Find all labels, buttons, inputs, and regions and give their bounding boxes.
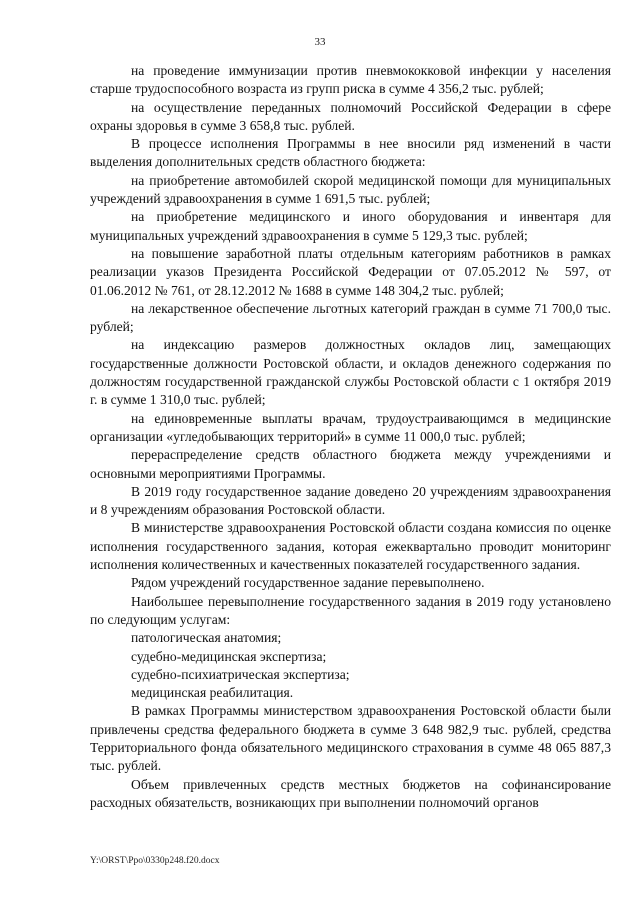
page-number: 33 — [314, 36, 326, 48]
paragraph: Наибольшее перевыполнение государственного задания в 2019 году установлено по следующим услугам: — [90, 593, 611, 627]
document-body — [90, 62, 611, 812]
paragraph: на единовременные выплаты врачам, трудоустраивающимся в медицинские организации «угледобывающих территорий» в сумме 11 000,0 тыс. рублей; — [90, 410, 611, 444]
paragraph: на индексацию размеров должностных окладов лиц, замещающих государственные должности Ростовской области, и окладов денежного содержания по должностям государственной гражданской службы Ростовской области с 1 октября 2019 г. в сумме 1 310,0 тыс. рублей; — [90, 337, 611, 408]
paragraph: на проведение иммунизации против пневмококковой инфекции у населения старше трудоспособного возраста из групп риска в сумме 4 356,2 тыс. рублей; — [90, 63, 611, 97]
footer-file-path: Y:\ORST\Ppo\0330p248.f20.docx — [90, 856, 220, 866]
paragraph: В министерстве здравоохранения Ростовской области создана комиссия по оценке исполнения государственного задания, которая ежеквартально проводит мониторинг исполнения количественных и качественных показателей государственного задания. — [90, 520, 611, 573]
paragraph: на лекарственное обеспечение льготных категорий граждан в сумме 71 700,0 тыс. рублей; — [90, 300, 611, 335]
service-list-item: патологическая анатомия; — [131, 630, 282, 646]
paragraph: Объем привлеченных средств местных бюджетов на софинансирование расходных обязательств, возникающих при выполнении полномочий органов — [90, 776, 611, 810]
service-list-item: судебно-медицинская экспертиза; — [131, 648, 327, 664]
service-list-item: судебно-психиатрическая экспертиза; — [131, 666, 350, 682]
service-list-item: медицинская реабилитация. — [131, 685, 294, 701]
paragraph: перераспределение средств областного бюджета между учреждениями и основными мероприятиями Программы. — [90, 447, 611, 481]
paragraph: на осуществление переданных полномочий Российской Федерации в сфере охраны здоровья в сумме 3 658,8 тыс. рублей. — [90, 99, 611, 133]
paragraph: Рядом учреждений государственное задание перевыполнено. — [131, 575, 485, 591]
paragraph: на приобретение медицинского и иного оборудования и инвентаря для муниципальных учреждений здравоохранения в сумме 5 129,3 тыс. рублей; — [90, 209, 611, 243]
paragraph: на приобретение автомобилей скорой медицинской помощи для муниципальных учреждений здравоохранения в сумме 1 691,5 тыс. рублей; — [90, 172, 611, 207]
paragraph: В 2019 году государственное задание доведено 20 учреждениям здравоохранения и 8 учреждениям образования Ростовской области. — [90, 483, 611, 518]
paragraph: В рамках Программы министерством здравоохранения Ростовской области были привлечены средства федерального бюджета в сумме 3 648 982,9 тыс. рублей, средства Территориального фонда обязательного медицинского страхования в сумме 48 065 887,3 тыс. рублей. — [90, 703, 611, 774]
paragraph: на повышение заработной платы отдельным категориям работников в рамках реализации указов Президента Российской Федерации от 07.05.2012 № 597, от 01.06.2012 № 761, от 28.12.2012 № 1688 в сумме 148 304,2 тыс. рублей; — [90, 245, 611, 298]
paragraph: В процессе исполнения Программы в нее вносили ряд изменений в части выделения дополнительных средств областного бюджета: — [90, 136, 611, 170]
